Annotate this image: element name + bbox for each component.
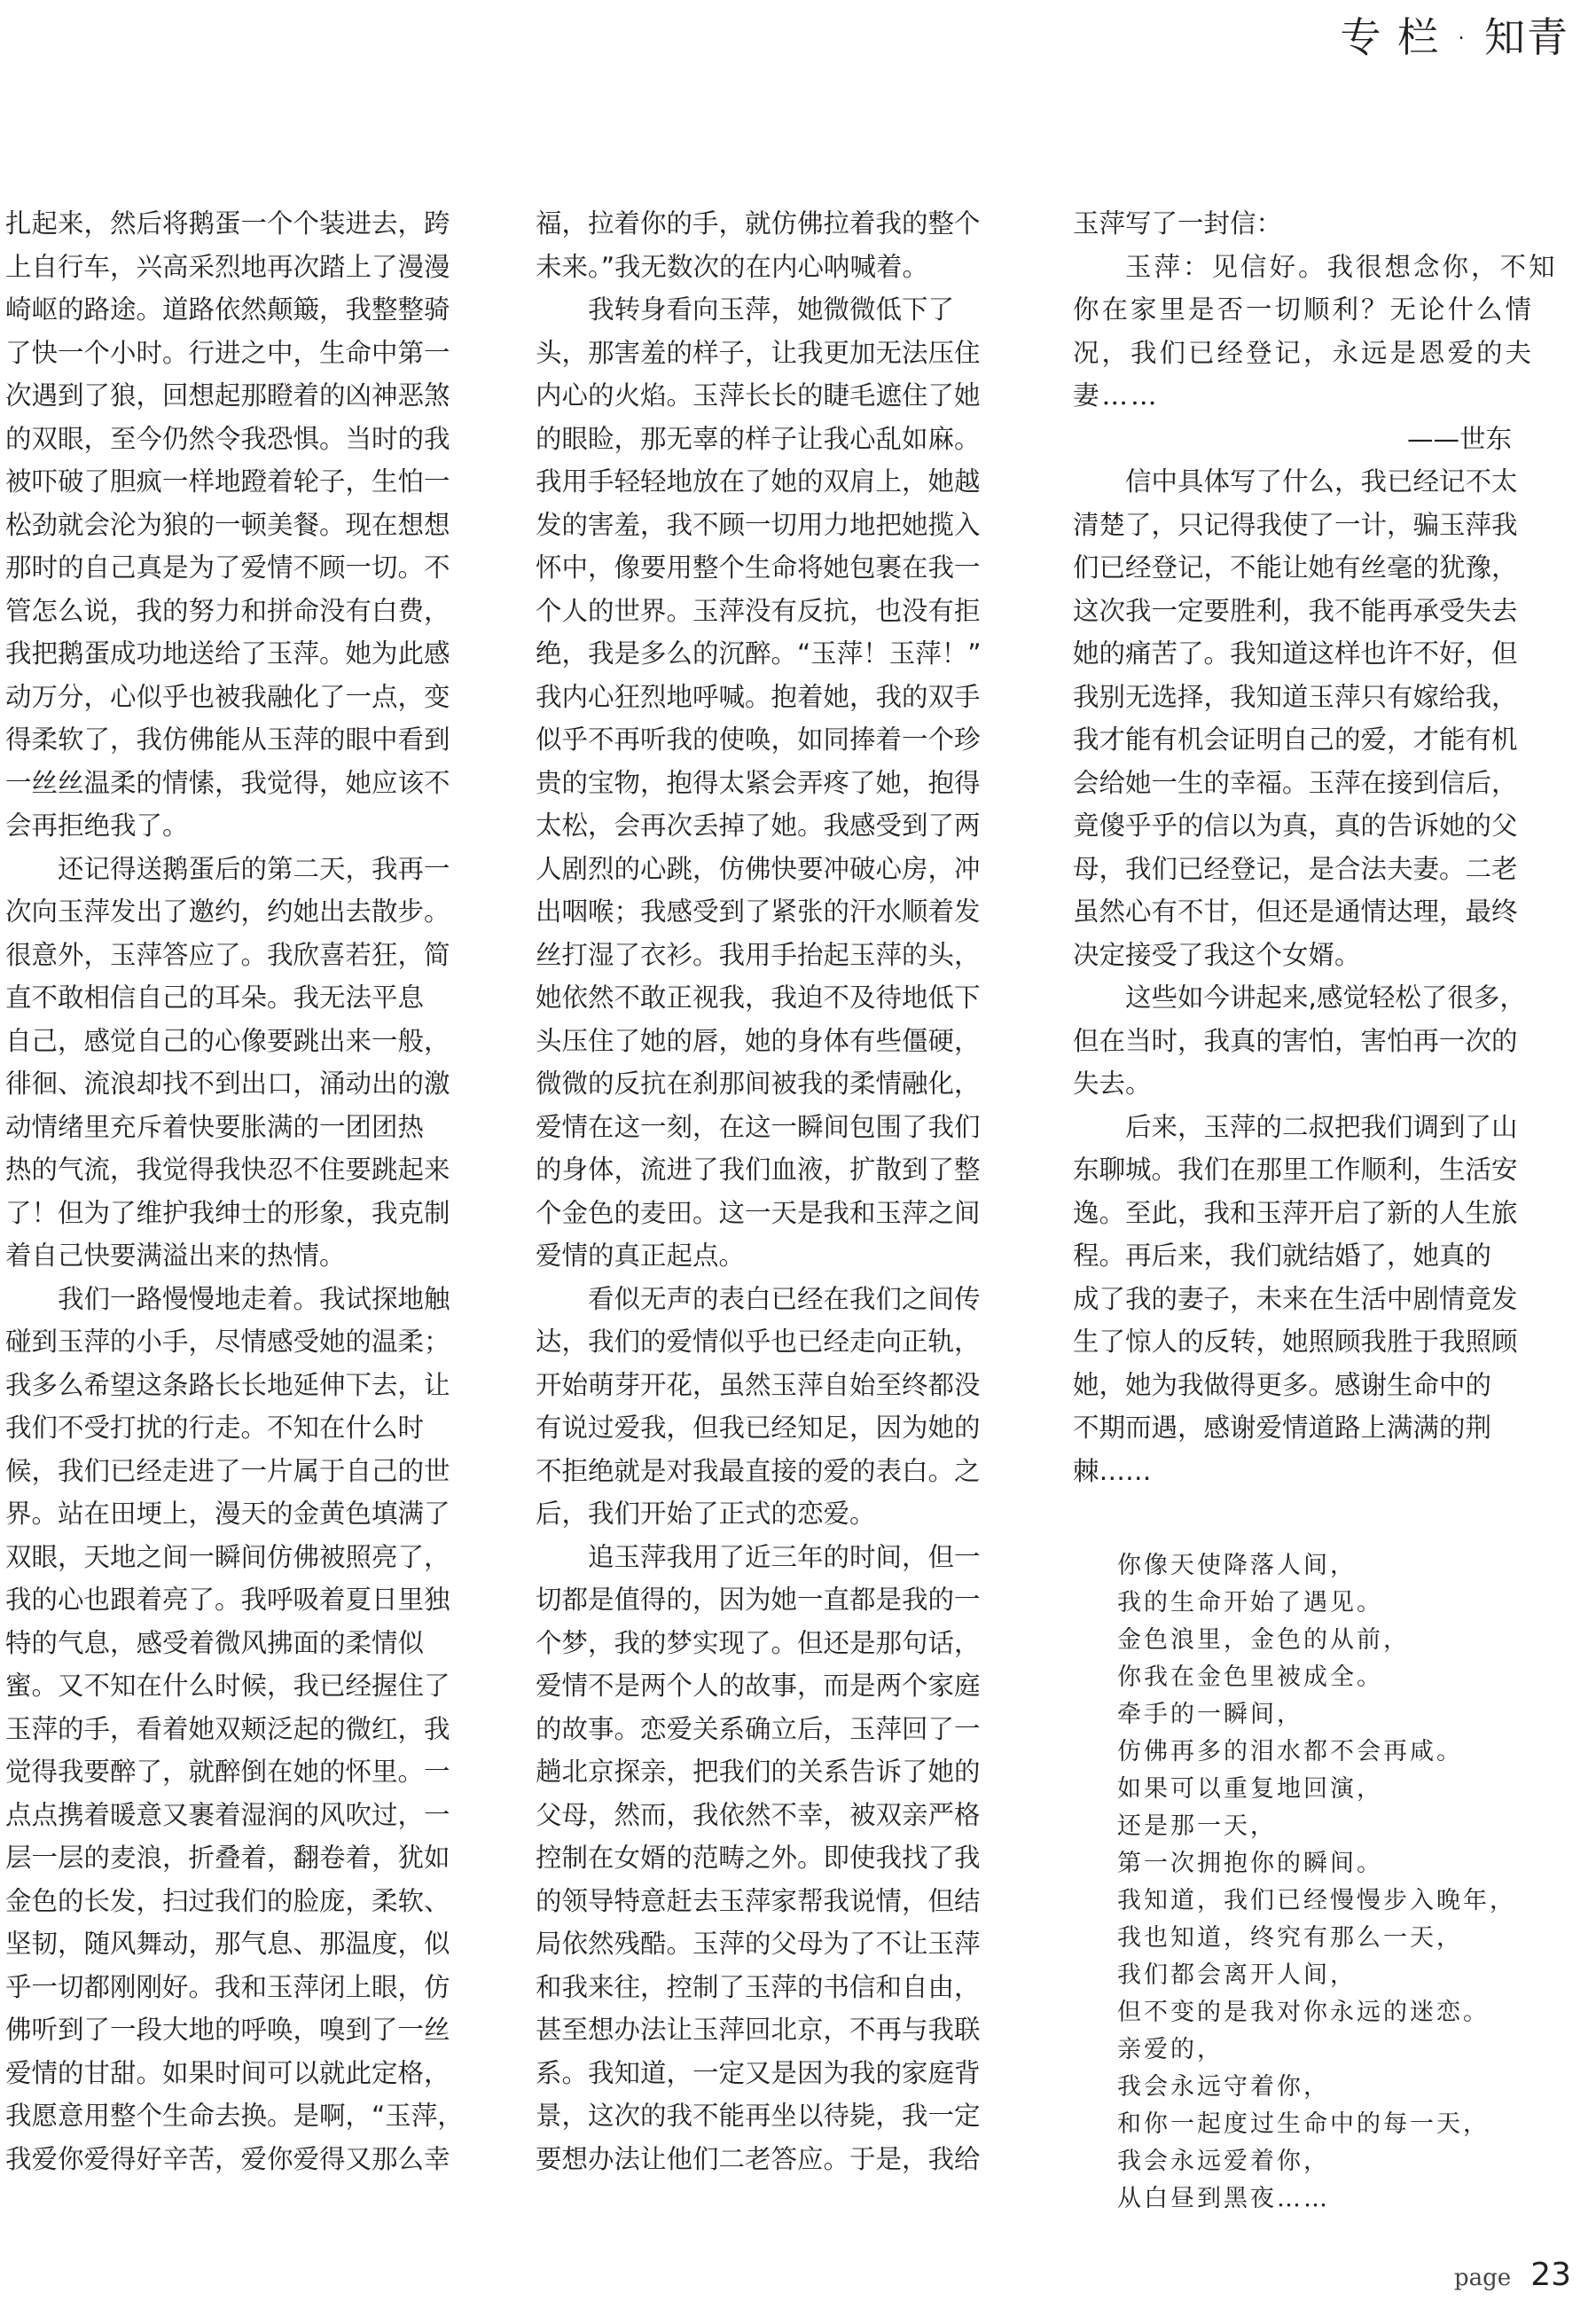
text-line: 金色的长发，扫过我们的脸庞，柔软、 <box>5 1885 450 1916</box>
text-line: 个金色的麦田。这一天是我和玉萍之间 <box>536 1197 981 1228</box>
text-line: 会再拒绝我了。 <box>5 810 189 841</box>
poem-line: 我们都会离开人间， <box>1117 1961 1357 1989</box>
text-line: 头压住了她的唇，她的身体有些僵硬， <box>536 1025 981 1056</box>
text-line: 程。再后来，我们就结婚了，她真的 <box>1073 1241 1492 1271</box>
text-line: 的双眼，至今仍然令我恐惧。当时的我 <box>5 423 450 454</box>
text-line: 崎岖的路途。道路依然颠簸，我整整骑 <box>5 294 450 325</box>
section-header: 专 栏 · 知青 <box>1340 13 1569 61</box>
letter-line: 你在家里是否一切顺利？无论什么情 <box>1073 294 1535 325</box>
text-line: 我们不受打扰的行走。不知在什么时 <box>5 1413 425 1443</box>
text-line: 佛听到了一段大地的呼唤，嗅到了一丝 <box>5 2015 450 2045</box>
text-line: 内心的火焰。玉萍长长的睫毛遮住了她 <box>536 380 981 411</box>
text-line: 很意外，玉萍答应了。我欣喜若狂，简 <box>5 939 450 970</box>
text-line: 我才能有机会证明自己的爱，才能有机 <box>1073 724 1518 755</box>
text-line: 我多么希望这条路长长地延伸下去，让 <box>5 1369 450 1400</box>
page-label: page <box>1454 2265 1512 2291</box>
text-line: 我们一路慢慢地走着。我试探地触 <box>58 1283 450 1314</box>
poem-line: 你像天使降落人间， <box>1117 1552 1357 1579</box>
text-line: 自己，感觉自己的心像要跳出来一般， <box>5 1025 450 1056</box>
text-line: 的领导特意赶去玉萍家帮我说情，但结 <box>536 1885 981 1916</box>
text-line: 上自行车，兴高采烈地再次踏上了漫漫 <box>5 251 450 282</box>
text-line: 出咽喉；我感受到了紧张的汗水顺着发 <box>536 896 981 927</box>
text-line: 竟傻乎乎的信以为真，真的告诉她的父 <box>1073 810 1518 841</box>
text-line: 微微的反抗在刹那间被我的柔情融化， <box>536 1068 981 1099</box>
text-line: 扎起来，然后将鹅蛋一个个装进去，跨 <box>5 208 450 239</box>
poem-line: 我的生命开始了遇见。 <box>1117 1589 1383 1616</box>
text-line: 东聊城。我们在那里工作顺利，生活安 <box>1073 1154 1518 1185</box>
text-line: 虽然心有不甘，但还是通情达理，最终 <box>1073 896 1518 927</box>
text-line: 坚韧，随风舞动，那气息、那温度，似 <box>5 1929 450 1959</box>
text-line: 热的气流，我觉得我快忍不住要跳起来 <box>5 1154 450 1185</box>
poem-line: 还是那一天， <box>1117 1812 1277 1840</box>
text-line: 界。站在田埂上，漫天的金黄色填满了 <box>5 1499 450 1529</box>
text-line: 我转身看向玉萍，她微微低下了 <box>588 294 955 325</box>
text-line: 她依然不敢正视我，我迫不及待地低下 <box>536 982 981 1013</box>
text-line: 爱情的真正起点。 <box>536 1241 746 1271</box>
text-line: 趟北京探亲，把我们的关系告诉了她的 <box>536 1757 981 1787</box>
text-line: 我把鹅蛋成功地送给了玉萍。她为此感 <box>5 638 450 669</box>
text-line: 层一层的麦浪，折叠着，翻卷着，犹如 <box>5 1843 450 1873</box>
text-line: 我别无选择，我知道玉萍只有嫁给我， <box>1073 681 1518 712</box>
text-line: 还记得送鹅蛋后的第二天，我再一 <box>58 853 450 884</box>
poem-line: 第一次拥抱你的瞬间。 <box>1117 1850 1383 1877</box>
text-line: 玉萍的手，看着她双颊泛起的微红，我 <box>5 1713 450 1744</box>
text-line: 个人的世界。玉萍没有反抗，也没有拒 <box>536 595 981 626</box>
text-line: 双眼，天地之间一瞬间仿佛被照亮了， <box>5 1541 450 1572</box>
text-line: 丝打湿了衣衫。我用手抬起玉萍的头， <box>536 939 981 970</box>
text-line: 特的气息，感受着微风拂面的柔情似 <box>5 1627 425 1658</box>
text-line: 她，她为我做得更多。感谢生命中的 <box>1073 1369 1492 1400</box>
text-line: 的眼睑，那无辜的样子让我心乱如麻。 <box>536 423 981 454</box>
text-line: 福，拉着你的手，就仿佛拉着我的整个 <box>536 208 981 239</box>
text-line: 发的害羞，我不顾一切用力地把她揽入 <box>536 509 981 540</box>
text-line: 爱情的甘甜。如果时间可以就此定格， <box>5 2057 450 2088</box>
text-line: 有说过爱我，但我已经知足，因为她的 <box>536 1413 981 1443</box>
text-line: 的身体，流进了我们血液，扩散到了整 <box>536 1154 981 1185</box>
poem-line: 我知道，我们已经慢慢步入晚年， <box>1117 1887 1516 1914</box>
text-line: 个梦，我的梦实现了。但还是那句话， <box>536 1627 981 1658</box>
text-line: 一丝丝温柔的情愫，我觉得，她应该不 <box>5 767 450 798</box>
text-line: 碰到玉萍的小手，尽情感受她的温柔； <box>5 1327 450 1357</box>
poem-line: 但不变的是我对你永远的迷恋。 <box>1117 1999 1490 2026</box>
text-line: 点点携着暖意又裹着湿润的风吹过，一 <box>5 1799 450 1830</box>
text-line: 这次我一定要胜利，我不能再承受失去 <box>1073 595 1518 626</box>
text-line: 了快一个小时。行进之中，生命中第一 <box>5 337 450 368</box>
text-line: 生了惊人的反转，她照顾我胜于我照顾 <box>1073 1327 1518 1357</box>
poem-line: 亲爱的， <box>1117 2036 1224 2063</box>
text-line: 看似无声的表白已经在我们之间传 <box>588 1283 981 1314</box>
text-line: 似乎不再听我的使唤，如同捧着一个珍 <box>536 724 981 755</box>
text-line: 爱情不是两个人的故事，而是两个家庭 <box>536 1671 981 1701</box>
poem-line: 我也知道，终究有那么一天， <box>1117 1924 1463 1952</box>
text-line: 控制在女婿的范畴之外。即使我找了我 <box>536 1843 981 1873</box>
text-line: 和我来往，控制了玉萍的书信和自由， <box>536 1971 981 2002</box>
text-line: 信中具体写了什么，我已经记不太 <box>1125 466 1518 497</box>
text-line: 那时的自己真是为了爱情不顾一切。不 <box>5 552 450 583</box>
text-line: 太松，会再次丢掉了她。我感受到了两 <box>536 810 981 841</box>
poem-line: 我会永远守着你， <box>1117 2073 1330 2101</box>
text-line: 决定接受了我这个女婿。 <box>1073 939 1361 970</box>
text-line: 我的心也跟着亮了。我呼吸着夏日里独 <box>5 1585 450 1615</box>
text-line: 我内心狂烈地呼喊。抱着她，我的双手 <box>536 681 981 712</box>
poem-line: 仿佛再多的泪水都不会再咸。 <box>1117 1738 1463 1765</box>
text-line: 着自己快要满溢出来的热情。 <box>5 1241 346 1271</box>
text-line: 了！但为了维护我绅士的形象，我克制 <box>5 1197 450 1228</box>
text-line: 得柔软了，我仿佛能从玉萍的眼中看到 <box>5 724 450 755</box>
text-line: 甚至想办法让玉萍回北京，不再与我联 <box>536 2015 981 2045</box>
text-line: 乎一切都刚刚好。我和玉萍闭上眼，仿 <box>5 1971 450 2002</box>
text-line: 徘徊、流浪却找不到出口，涌动出的激 <box>5 1068 450 1099</box>
text-line: 觉得我要醉了，就醉倒在她的怀里。一 <box>5 1757 450 1787</box>
text-line: 次向玉萍发出了邀约，约她出去散步。 <box>5 896 450 927</box>
text-line: 我爱你爱得好辛苦，爱你爱得又那么幸 <box>5 2143 450 2174</box>
poem-line: 你我在金色里被成全。 <box>1117 1663 1383 1691</box>
text-line: 母，我们已经登记，是合法夫妻。二老 <box>1073 853 1518 884</box>
text-line: 我用手轻轻地放在了她的双肩上，她越 <box>536 466 981 497</box>
letter-signature: ——世东 <box>1406 423 1512 454</box>
text-line: 系。我知道，一定又是因为我的家庭背 <box>536 2057 981 2088</box>
poem-line: 和你一起度过生命中的每一天， <box>1117 2110 1490 2138</box>
text-line: 要想办法让他们二老答应。于是，我给 <box>536 2143 981 2174</box>
text-line: 头，那害羞的样子，让我更加无法压住 <box>536 337 981 368</box>
text-line: 后来，玉萍的二叔把我们调到了山 <box>1125 1111 1518 1142</box>
text-line: 未来。”我无数次的在内心呐喊着。 <box>536 251 929 282</box>
text-line: 人剧烈的心跳，仿佛快要冲破心房，冲 <box>536 853 981 884</box>
letter-line: 况，我们已经登记，永远是恩爱的夫 <box>1073 337 1535 368</box>
text-line: 松劲就会沦为狼的一顿美餐。现在想想 <box>5 509 450 540</box>
text-line: 蜜。又不知在什么时候，我已经握住了 <box>5 1671 450 1701</box>
text-line: 棘…… <box>1073 1455 1152 1486</box>
text-line: 成了我的妻子，未来在生活中剧情竟发 <box>1073 1283 1518 1314</box>
text-column-3 <box>1073 202 1561 1492</box>
text-line: 管怎么说，我的努力和拼命没有白费， <box>5 595 450 626</box>
text-line: 追玉萍我用了近三年的时间，但一 <box>588 1541 981 1572</box>
text-line: 她的痛苦了。我知道这样也许不好，但 <box>1073 638 1518 669</box>
text-line: 不拒绝就是对我最直接的爱的表白。之 <box>536 1455 981 1486</box>
text-line: 局依然残酷。玉萍的父母为了不让玉萍 <box>536 1929 981 1959</box>
text-line: 动情绪里充斥着快要胀满的一团团热 <box>5 1111 425 1142</box>
poem-line: 我会永远爱着你， <box>1117 2148 1330 2175</box>
text-line: 直不敢相信自己的耳朵。我无法平息 <box>5 982 425 1013</box>
poem-line: 从白昼到黑夜…… <box>1117 2185 1330 2212</box>
text-line: 但在当时，我真的害怕，害怕再一次的 <box>1073 1025 1518 1056</box>
text-line: 逸。至此，我和玉萍开启了新的人生旅 <box>1073 1197 1518 1228</box>
page-footer <box>1454 2257 1571 2293</box>
text-line: 怀中，像要用整个生命将她包裹在我一 <box>536 552 981 583</box>
text-line: 们已经登记，不能让她有丝毫的犹豫， <box>1073 552 1518 583</box>
text-line: 的故事。恋爱关系确立后，玉萍回了一 <box>536 1713 981 1744</box>
text-line: 清楚了，只记得我使了一计，骗玉萍我 <box>1073 509 1518 540</box>
text-line: 次遇到了狼，回想起那瞪着的凶神恶煞 <box>5 380 450 411</box>
poem-line: 如果可以重复地回演， <box>1117 1775 1383 1803</box>
text-line: 爱情在这一刻，在这一瞬间包围了我们 <box>536 1111 981 1142</box>
poem-line: 金色浪里，金色的从前， <box>1117 1626 1410 1654</box>
text-line: 不期而遇，感谢爱情道路上满满的荆 <box>1073 1413 1492 1443</box>
text-line: 父母，然而，我依然不幸，被双亲严格 <box>536 1799 981 1830</box>
page-number: 23 <box>1530 2257 1571 2293</box>
text-line: 开始萌芽开花，虽然玉萍自始至终都没 <box>536 1369 981 1400</box>
letter-line: 玉萍：见信好。我很想念你，不知 <box>1125 251 1558 282</box>
text-column-1 <box>5 202 493 2180</box>
text-line: 失去。 <box>1073 1068 1152 1099</box>
text-line: 被吓破了胆疯一样地蹬着轮子，生怕一 <box>5 466 450 497</box>
text-line: 贵的宝物，抱得太紧会弄疼了她，抱得 <box>536 767 981 798</box>
text-line: 我愿意用整个生命去换。是啊，“玉萍， <box>5 2101 464 2131</box>
text-line: 切都是值得的，因为她一直都是我的一 <box>536 1585 981 1615</box>
poem-line: 牵手的一瞬间， <box>1117 1701 1303 1728</box>
text-line: 后，我们开始了正式的恋爱。 <box>536 1499 876 1529</box>
text-line: 会给她一生的幸福。玉萍在接到信后， <box>1073 767 1518 798</box>
text-line: 达，我们的爱情似乎也已经走向正轨， <box>536 1327 981 1357</box>
text-line: 绝，我是多么的沉醉。“玉萍！玉萍！” <box>536 638 982 669</box>
text-line: 玉萍写了一封信： <box>1073 208 1283 239</box>
text-column-2 <box>536 202 1023 2180</box>
text-line: 这些如今讲起来,感觉轻松了很多， <box>1125 982 1526 1013</box>
letter-line: 妻…… <box>1073 380 1160 411</box>
text-line: 候，我们已经走进了一片属于自己的世 <box>5 1455 450 1486</box>
poem <box>1117 1547 1516 2218</box>
text-line: 动万分，心似乎也被我融化了一点，变 <box>5 681 450 712</box>
text-line: 景，这次的我不能再坐以待毙，我一定 <box>536 2101 981 2131</box>
